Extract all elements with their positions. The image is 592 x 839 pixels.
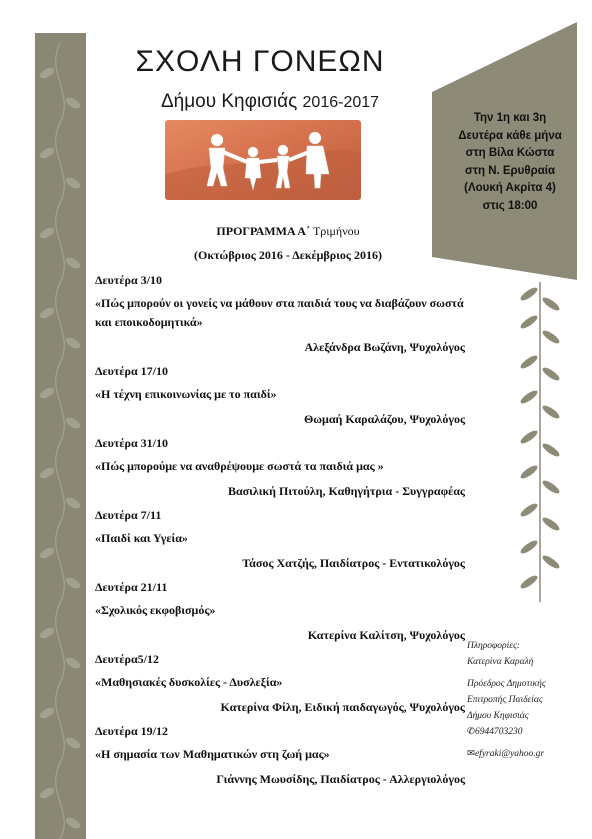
- venue-line-4: στη Ν. Ερυθραία: [464, 164, 556, 177]
- contact-phone: 6944703230: [474, 727, 523, 737]
- event-speaker: Τάσος Χατζής, Παιδίατρος - Εντατικολόγος: [242, 556, 465, 570]
- event-topic: «Μαθησιακές δυσκολίες - Δυσλεξία»: [95, 675, 283, 689]
- venue-line-1: Την 1η και 3η: [473, 112, 547, 124]
- schedule-item: [95, 268, 465, 359]
- olive-branch-decoration: [515, 282, 565, 602]
- event-date: Δευτέρα 17/10: [95, 364, 168, 378]
- event-speaker: Κατερίνα Φίλη, Ειδική παιδαγωγός, Ψυχολόγος: [220, 700, 465, 714]
- schedule-list: [95, 268, 465, 791]
- schedule-item: [95, 359, 465, 431]
- contact-role-1: Πρόεδρος Δημοτικής: [467, 679, 546, 689]
- decorative-side-stripe: [35, 33, 86, 839]
- municipality-label: Δήμου Κηφισιάς: [160, 91, 298, 112]
- event-date: Δευτέρα 31/10: [95, 436, 168, 450]
- contact-phone-row: [467, 724, 587, 740]
- contact-email-row: [467, 746, 587, 762]
- info-label: Πληροφορίες:: [467, 641, 520, 651]
- phone-icon: ✆: [467, 727, 475, 737]
- venue-line-6: στις 18:00: [482, 199, 538, 212]
- schedule-item: [95, 719, 465, 791]
- event-date: Δευτέρα 21/11: [95, 580, 168, 594]
- schedule-item: [95, 431, 465, 503]
- venue-info: [440, 110, 580, 215]
- event-speaker: Αλεξάνδρα Βωζάνη, Ψυχολόγος: [304, 340, 465, 354]
- event-topic: «Παιδί και Υγεία»: [95, 531, 188, 545]
- program-heading: [168, 224, 408, 239]
- program-subtitle: Τριμήνου: [312, 224, 360, 238]
- family-hand-photo: [165, 120, 361, 200]
- event-speaker: Κατερίνα Καλίτση, Ψυχολόγος: [307, 628, 465, 642]
- leaf-pattern: [35, 33, 86, 839]
- program-title: ΠΡΟΓΡΑΜΜΑ Α΄: [216, 224, 310, 238]
- venue-line-3: στη Βίλα Κώστα: [465, 147, 555, 159]
- event-topic: «Πώς μπορούν οι γονείς να μάθουν στα παιδιά τους να διαβάζουν σωστά και εποικοδομητικά»: [95, 296, 464, 329]
- venue-line-5: (Λουκή Ακρίτα 4): [464, 182, 556, 194]
- event-speaker: Γιάννης Μωυσίδης, Παιδίατρος - Αλλεργιολόγος: [216, 772, 465, 786]
- contact-role-3: Δήμου Κηφισιάς: [467, 711, 529, 721]
- schedule-item: [95, 575, 465, 647]
- contact-email[interactable]: efyraki@yahoo.gr: [474, 749, 545, 759]
- schedule-item: [95, 647, 465, 719]
- contact-info: [467, 638, 587, 762]
- page-subtitle: [100, 91, 440, 113]
- event-date: Δευτέρα 19/12: [95, 724, 168, 738]
- school-years: 2016-2017: [302, 94, 380, 111]
- event-topic: «Πώς μπορούμε να αναθρέψουμε σωστά τα παιδιά μας »: [95, 459, 384, 473]
- event-speaker: Βασιλική Πιτούλη, Καθηγήτρια - Συγγραφέας: [227, 484, 465, 498]
- contact-role-2: Επιτροπής Παιδείας: [467, 695, 543, 705]
- event-date: Δευτέρα5/12: [95, 652, 159, 666]
- venue-line-2: Δευτέρα κάθε μήνα: [458, 129, 562, 142]
- event-topic: «Η τέχνη επικοινωνίας με το παιδί»: [95, 387, 277, 401]
- schedule-item: [95, 503, 465, 575]
- envelope-icon: ✉: [467, 749, 475, 759]
- event-topic: «Σχολικός εκφοβισμός»: [95, 603, 216, 617]
- event-speaker: Θωμαή Καραλάζου, Ψυχολόγος: [303, 412, 465, 426]
- event-topic: «Η σημασία των Μαθηματικών στη ζωή μας»: [95, 747, 330, 761]
- program-period: (Οκτώβριος 2016 - Δεκέμβριος 2016): [194, 248, 382, 262]
- event-date: Δευτέρα 3/10: [95, 273, 162, 287]
- contact-name: Κατερίνα Καραλή: [467, 657, 534, 667]
- event-date: Δευτέρα 7/11: [95, 508, 162, 522]
- page-title: ΣΧΟΛΗ ΓΟΝΕΩΝ: [135, 45, 385, 78]
